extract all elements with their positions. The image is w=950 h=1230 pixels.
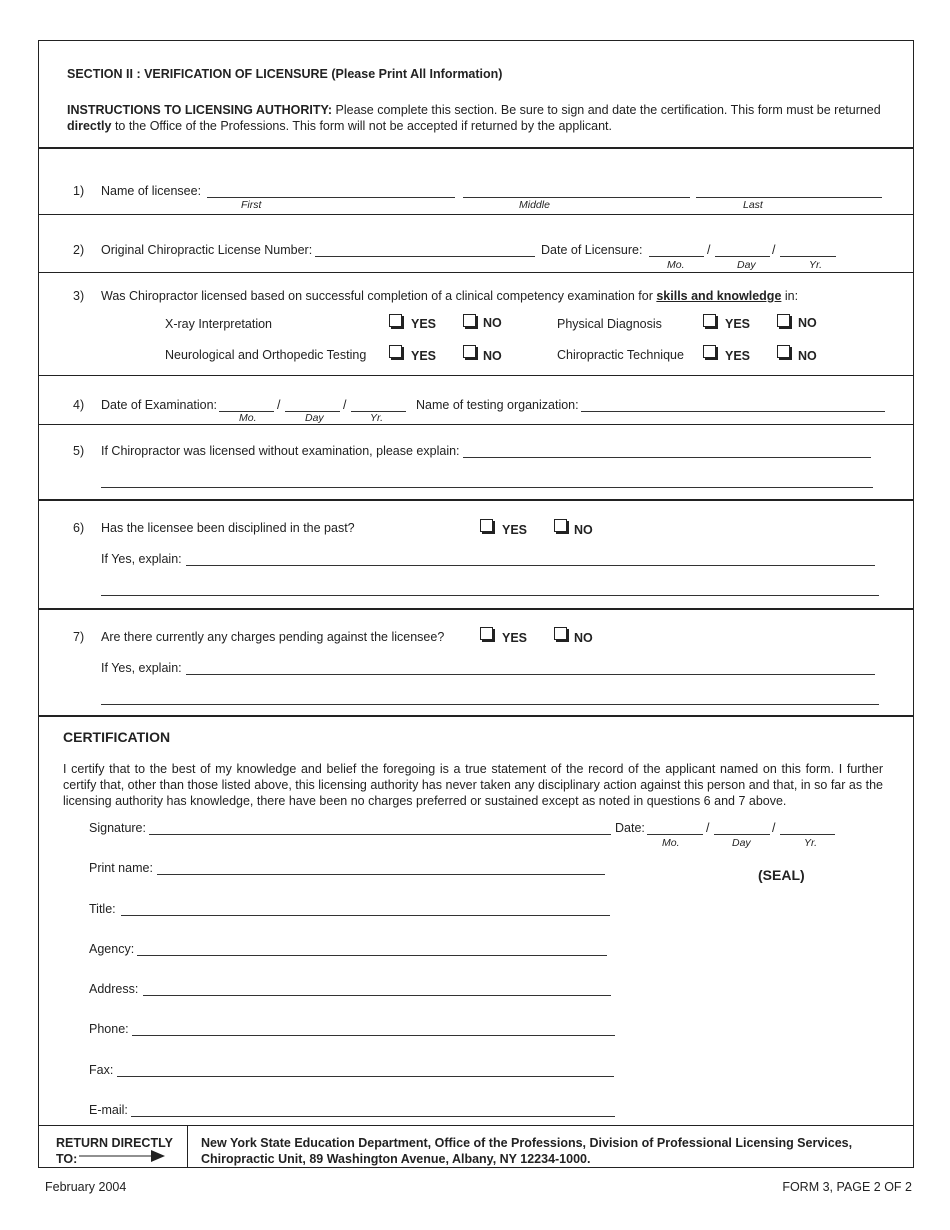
divider [39, 375, 913, 376]
month-caption: Mo. [239, 412, 257, 424]
instructions: INSTRUCTIONS TO LICENSING AUTHORITY: Please complete this section. Be sure to sign and date the certification. This form must be returned directly to the Office of the Professions. This form will not be accepted if returned by the applicant. [67, 103, 881, 133]
disciplined-explain-field[interactable] [186, 565, 875, 566]
licensee-middle-field[interactable] [463, 197, 690, 198]
last-caption: Last [743, 199, 763, 211]
charges-yes-checkbox[interactable] [480, 627, 493, 640]
title-label: Title: [89, 902, 116, 916]
q2-label: Original Chiropractic License Number: [101, 243, 313, 257]
email-label: E-mail: [89, 1103, 128, 1117]
technique-no-checkbox[interactable] [777, 345, 790, 358]
return-to-label: TO: [56, 1152, 78, 1166]
no-label: NO [574, 523, 593, 537]
licensee-first-field[interactable] [207, 197, 455, 198]
divider [39, 424, 913, 425]
seal-label: (SEAL) [758, 867, 805, 883]
divider [39, 214, 913, 215]
date-separator: / [707, 243, 711, 257]
testing-org-label: Name of testing organization: [416, 398, 579, 412]
licensure-date-label: Date of Licensure: [541, 243, 643, 257]
licensure-day-field[interactable] [715, 256, 770, 257]
agency-label: Agency: [89, 942, 135, 956]
testing-org-field[interactable] [581, 411, 885, 412]
neuro-no-checkbox[interactable] [463, 345, 476, 358]
q7-explain-label: If Yes, explain: [101, 661, 182, 675]
divider [39, 1125, 913, 1126]
return-address-line1: New York State Education Department, Office of the Professions, Division of Professional Licensing Services, [201, 1136, 853, 1150]
cert-day-field[interactable] [714, 834, 770, 835]
divider [39, 608, 913, 610]
divider [39, 147, 913, 149]
q1-label: Name of licensee: [101, 184, 202, 198]
phone-field[interactable] [132, 1035, 615, 1036]
charges-explain-line2[interactable] [101, 704, 879, 705]
middle-caption: Middle [519, 199, 550, 211]
q7-question: Are there currently any charges pending against the licensee? [101, 630, 445, 644]
signature-label: Signature: [89, 821, 146, 835]
divider [39, 715, 913, 717]
no-label: NO [798, 316, 817, 330]
arrow-right-icon [79, 1149, 165, 1163]
disciplined-explain-line2[interactable] [101, 595, 879, 596]
technique-yes-checkbox[interactable] [703, 345, 716, 358]
xray-yes-checkbox[interactable] [389, 314, 402, 327]
fax-field[interactable] [117, 1076, 614, 1077]
day-caption: Day [737, 259, 756, 271]
no-label: NO [483, 316, 502, 330]
licensee-last-field[interactable] [696, 197, 882, 198]
address-field[interactable] [143, 995, 611, 996]
disciplined-yes-checkbox[interactable] [480, 519, 493, 532]
q6-question: Has the licensee been disciplined in the past? [101, 521, 355, 535]
date-separator: / [706, 821, 710, 835]
yes-label: YES [411, 317, 437, 331]
footer-form-id: FORM 3, PAGE 2 OF 2 [782, 1180, 912, 1194]
certification-title: CERTIFICATION [63, 729, 171, 745]
form-frame [38, 40, 914, 1168]
q4-label: Date of Examination: [101, 398, 218, 412]
agency-field[interactable] [137, 955, 607, 956]
print-name-label: Print name: [89, 861, 153, 875]
first-caption: First [241, 199, 262, 211]
item-chiro-technique: Chiropractic Technique [557, 348, 684, 362]
item-xray: X-ray Interpretation [165, 317, 272, 331]
licensure-month-field[interactable] [649, 256, 704, 257]
divider [39, 272, 913, 273]
q3-number: 3) [73, 289, 85, 303]
date-separator: / [772, 821, 776, 835]
charges-no-checkbox[interactable] [554, 627, 567, 640]
footer-date: February 2004 [45, 1180, 127, 1194]
cert-date-label: Date: [615, 821, 645, 835]
footer-divider [187, 1125, 188, 1167]
q1-number: 1) [73, 184, 85, 198]
return-directly-label: RETURN DIRECTLY [56, 1136, 173, 1150]
phone-label: Phone: [89, 1022, 129, 1036]
yes-label: YES [502, 523, 528, 537]
item-neuro-ortho: Neurological and Orthopedic Testing [165, 348, 367, 362]
q7-number: 7) [73, 630, 85, 644]
fax-label: Fax: [89, 1063, 114, 1077]
signature-field[interactable] [149, 834, 611, 835]
q4-number: 4) [73, 398, 85, 412]
no-label: NO [798, 349, 817, 363]
section-title: SECTION II : VERIFICATION OF LICENSURE (Please Print All Information) [67, 67, 503, 81]
q3-question: Was Chiropractor licensed based on successful completion of a clinical competency examination for skills and knowledge in: [101, 289, 799, 303]
q6-number: 6) [73, 521, 85, 535]
q5-label: If Chiropractor was licensed without examination, please explain: [101, 444, 460, 458]
cert-month-field[interactable] [647, 834, 703, 835]
no-exam-explain-field[interactable] [463, 457, 871, 458]
license-number-field[interactable] [315, 256, 535, 257]
yes-label: YES [502, 631, 528, 645]
licensure-year-field[interactable] [780, 256, 836, 257]
neuro-yes-checkbox[interactable] [389, 345, 402, 358]
q2-number: 2) [73, 243, 85, 257]
print-name-field[interactable] [157, 874, 605, 875]
title-field[interactable] [121, 915, 610, 916]
email-field[interactable] [131, 1116, 615, 1117]
cert-year-field[interactable] [780, 834, 835, 835]
no-label: NO [574, 631, 593, 645]
q5-number: 5) [73, 444, 85, 458]
disciplined-no-checkbox[interactable] [554, 519, 567, 532]
physical-no-checkbox[interactable] [777, 314, 790, 327]
physical-yes-checkbox[interactable] [703, 314, 716, 327]
certification-text: I certify that to the best of my knowledge and belief the foregoing is a true statement of the record of the applicant named on this form. I further certify that, other than those listed above, this licensing authority has never taken any disciplinary action against this person and that, in so far as the licensing authority has knowledge, there have been no charges preferred or sustained except as noted in questions 6 and 7 above. [63, 762, 883, 808]
year-caption: Yr. [804, 837, 818, 849]
return-address-line2: Chiropractic Unit, 89 Washington Avenue, Albany, NY 12234-1000. [201, 1152, 591, 1166]
year-caption: Yr. [370, 412, 384, 424]
date-separator: / [343, 398, 347, 412]
yes-label: YES [411, 349, 437, 363]
item-physical-diagnosis: Physical Diagnosis [557, 317, 662, 331]
xray-no-checkbox[interactable] [463, 314, 476, 327]
year-caption: Yr. [809, 259, 823, 271]
charges-explain-field[interactable] [186, 674, 875, 675]
no-exam-explain-line2[interactable] [101, 487, 873, 488]
date-separator: / [772, 243, 776, 257]
yes-label: YES [725, 349, 751, 363]
day-caption: Day [732, 837, 751, 849]
divider [39, 499, 913, 501]
month-caption: Mo. [667, 259, 685, 271]
address-label: Address: [89, 982, 139, 996]
no-label: NO [483, 349, 502, 363]
yes-label: YES [725, 317, 751, 331]
month-caption: Mo. [662, 837, 680, 849]
q6-explain-label: If Yes, explain: [101, 552, 182, 566]
date-separator: / [277, 398, 281, 412]
day-caption: Day [305, 412, 324, 424]
